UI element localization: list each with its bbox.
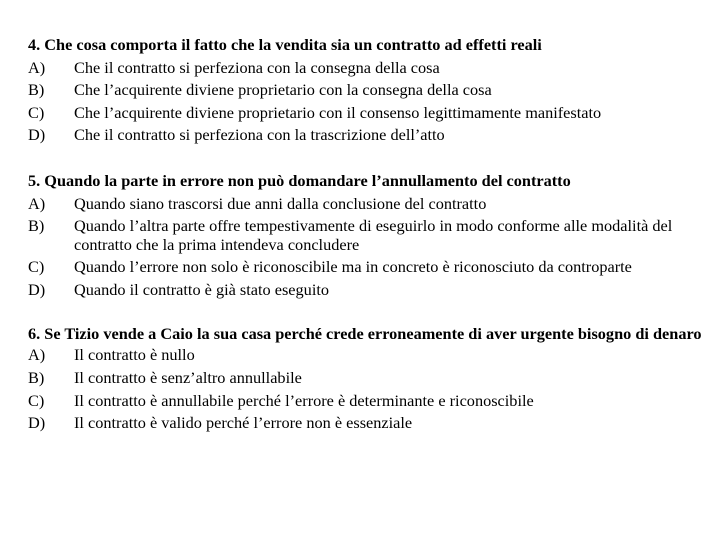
question-title: 5. Quando la parte in errore non può domandare l’annullamento del contratto	[28, 170, 571, 190]
option-text: Che l’acquirente diviene proprietario con la consegna della cosa	[74, 80, 492, 100]
option-letter: B)	[28, 216, 45, 236]
option-text: Il contratto è nullo	[74, 345, 195, 365]
question-6	[28, 324, 708, 434]
option-d	[28, 279, 708, 302]
option-text: Quando l’altra parte offre tempestivamente di eseguirlo in modo conforme alle modalità del contratto che la prima intendeva concludere	[74, 216, 673, 254]
option-letter: A)	[28, 193, 46, 213]
option-letter: C)	[28, 390, 45, 410]
question-5	[28, 170, 708, 301]
option-c	[28, 390, 708, 413]
option-d	[28, 124, 708, 147]
quiz-document	[28, 34, 708, 435]
question-title: 6. Se Tizio vende a Caio la sua casa perché crede erroneamente di aver urgente bisogno di denaro	[28, 324, 702, 344]
option-b	[28, 215, 708, 256]
option-text: Che il contratto si perfeziona con la trascrizione dell’atto	[74, 125, 445, 145]
option-text: Il contratto è senz’altro annullabile	[74, 367, 302, 387]
option-b	[28, 79, 708, 102]
option-c	[28, 256, 708, 279]
option-letter: D)	[28, 125, 46, 145]
option-letter: A)	[28, 345, 46, 365]
question-title: 4. Che cosa comporta il fatto che la vendita sia un contratto ad effetti reali	[28, 35, 542, 54]
option-text: Il contratto è annullabile perché l’errore è determinante e riconoscibile	[74, 390, 534, 410]
option-text: Che il contratto si perfeziona con la consegna della cosa	[74, 57, 440, 77]
option-text: Che l’acquirente diviene proprietario con il consenso legittimamente manifestato	[74, 102, 602, 122]
option-c	[28, 102, 708, 125]
option-letter: B)	[28, 367, 45, 387]
question-4	[28, 34, 708, 147]
option-letter: B)	[28, 80, 45, 100]
option-letter: C)	[28, 257, 45, 277]
option-b	[28, 367, 708, 390]
option-text: Quando il contratto è già stato eseguito	[74, 279, 330, 299]
option-text: Quando l’errore non solo è riconoscibile ma in concreto è riconosciuto da controparte	[74, 257, 632, 277]
option-letter: A)	[28, 57, 46, 77]
option-letter: D)	[28, 279, 46, 299]
option-a	[28, 57, 708, 80]
option-d	[28, 412, 708, 435]
option-text: Il contratto è valido perché l’errore non è essenziale	[74, 413, 413, 433]
option-a	[28, 344, 708, 367]
option-letter: D)	[28, 413, 46, 433]
option-a	[28, 193, 708, 216]
option-letter: C)	[28, 102, 45, 122]
option-text: Quando siano trascorsi due anni dalla conclusione del contratto	[74, 193, 487, 213]
